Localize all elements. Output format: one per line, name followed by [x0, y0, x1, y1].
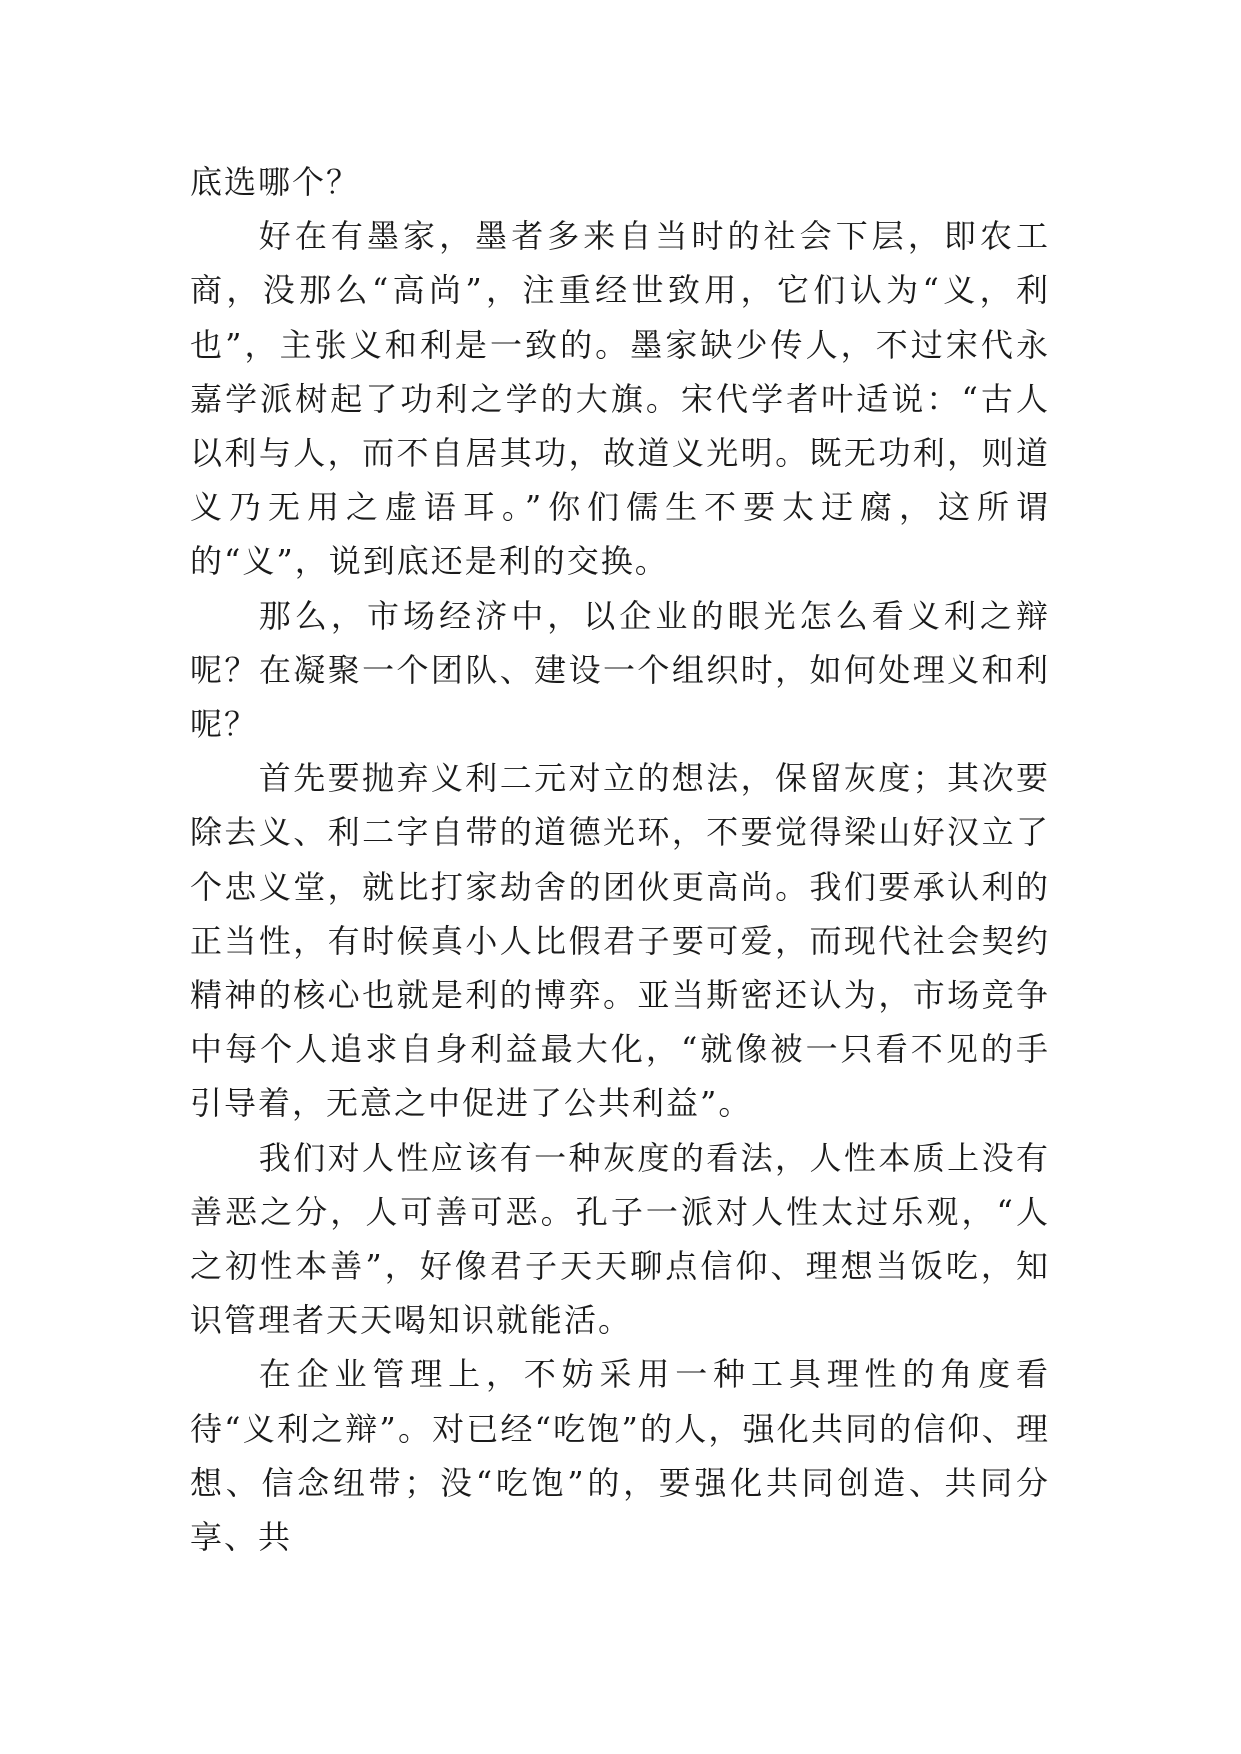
paragraph: 首先要抛弃义利二元对立的想法，保留灰度；其次要除去义、利二字自带的道德光环，不要觉得梁山好汉立了个忠义堂，就比打家劫舍的团伙更高尚。我们要承认利的正当性，有时候真小人比假君子要可爱，而现代社会契约精神的核心也就是利的博弈。亚当斯密还认为，市场竞争中每个人追求自身利益最大化，“就像被一只看不见的手引导着，无意之中促进了公共利益”。	[190, 759, 1050, 1123]
document-body	[190, 155, 1050, 1564]
paragraph: 那么，市场经济中，以企业的眼光怎么看义利之辩呢？在凝聚一个团队、建设一个组织时，如何处理义和利呢？	[190, 596, 1050, 744]
paragraph: 好在有墨家，墨者多来自当时的社会下层，即农工商，没那么“高尚”，注重经世致用，它们认为“义，利也”，主张义和利是一致的。墨家缺少传人，不过宋代永嘉学派树起了功利之学的大旗。宋代学者叶适说：“古人以利与人，而不自居其功，故道义光明。既无功利，则道义乃无用之虚语耳。”你们儒生不要太迂腐，这所谓的“义”，说到底还是利的交换。	[190, 217, 1050, 581]
paragraph: 底选哪个？	[190, 163, 361, 201]
paragraph: 我们对人性应该有一种灰度的看法，人性本质上没有善恶之分，人可善可恶。孔子一派对人性太过乐观，“人之初性本善”，好像君子天天聊点信仰、理想当饭吃，知识管理者天天喝知识就能活。	[190, 1138, 1050, 1340]
paragraph: 在企业管理上，不妨采用一种工具理性的角度看待“义利之辩”。对已经“吃饱”的人，强化共同的信仰、理想、信念纽带；没“吃饱”的，要强化共同创造、共同分享、共	[190, 1355, 1050, 1557]
